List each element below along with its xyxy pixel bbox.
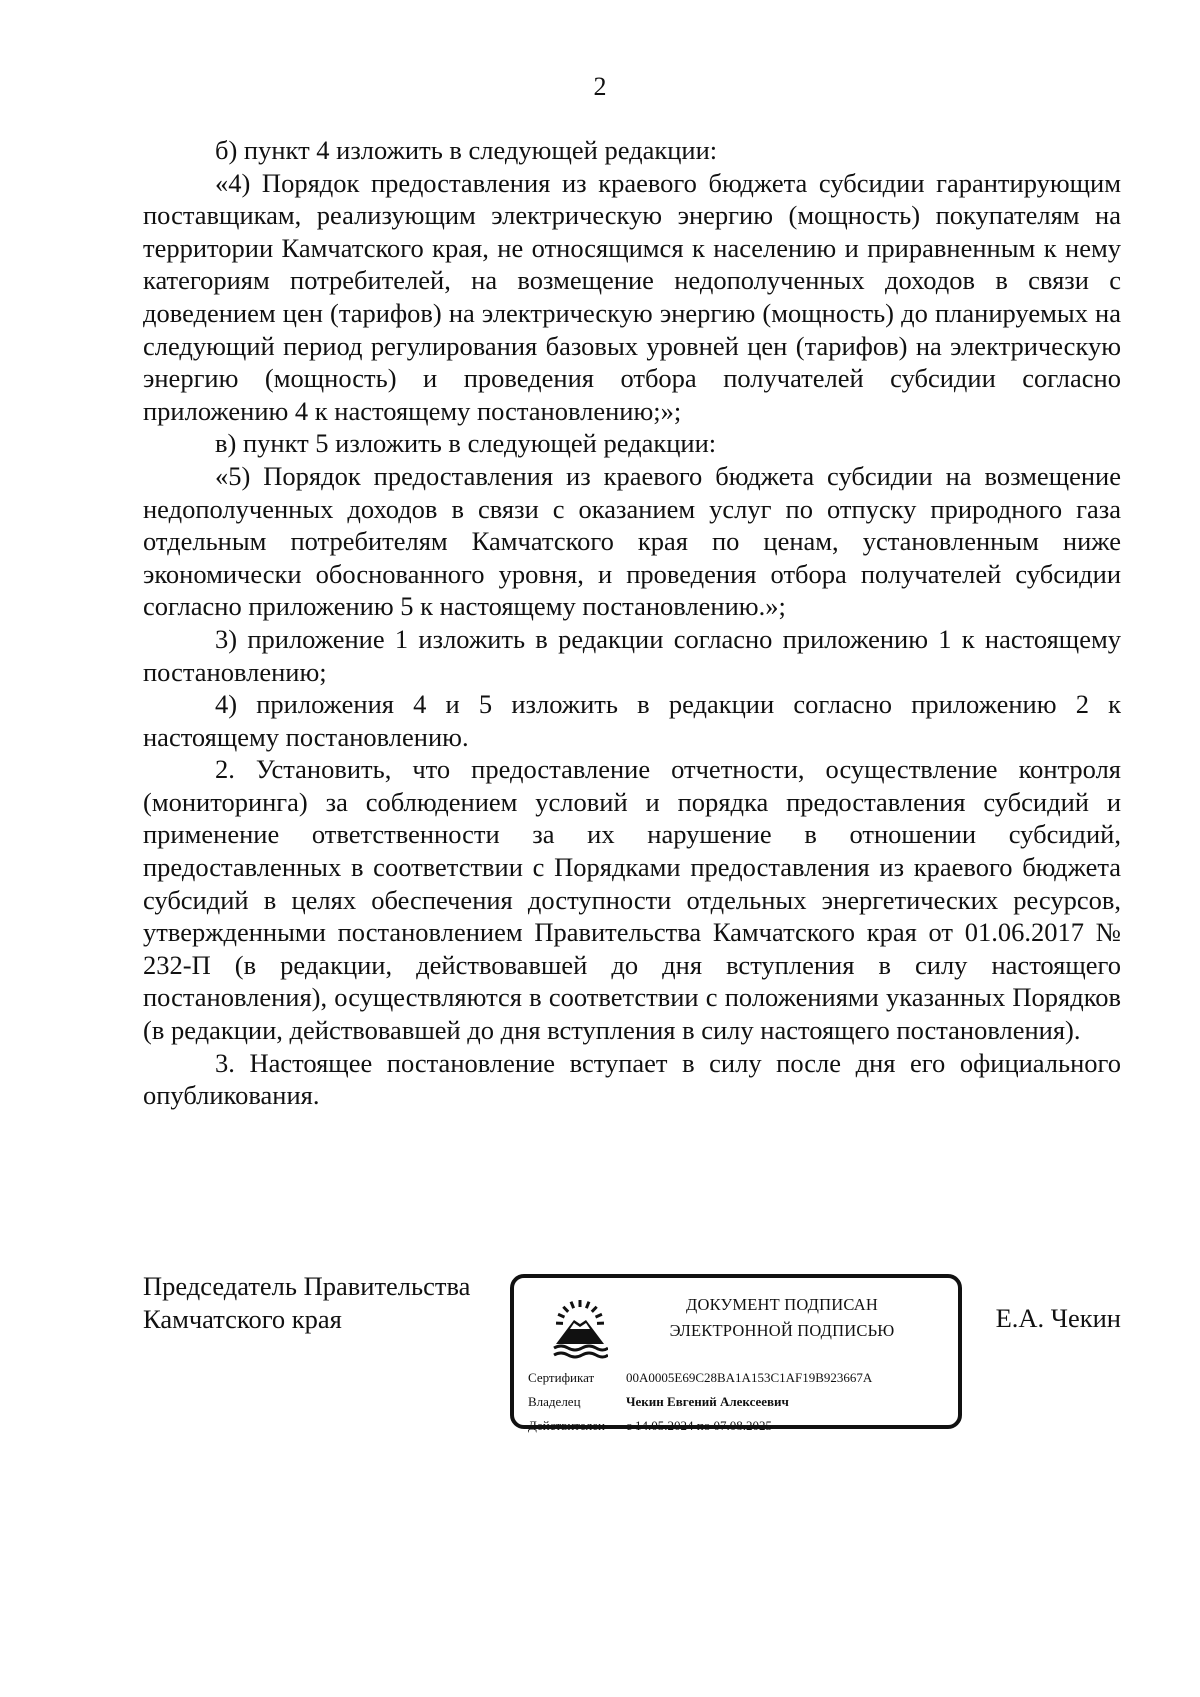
kamchatka-emblem-icon bbox=[552, 1300, 608, 1362]
paragraph: «5) Порядок предоставления из краевого бюджета субсидии на возмещение недополученных доходов в связи с оказанием услуг по отпуску природного газа отдельным потребителям Камчатского края по ценам, установленным ниже экономически обоснованного уровня, и проведения отбора получателей субсидии согласно приложению 5 к настоящему постановлению.»; bbox=[143, 460, 1121, 622]
paragraph: 2. Установить, что предоставление отчетности, осуществление контроля (мониторинга) за соблюдением условий и порядка предоставления субсидий и применение ответственности за их нарушение в отношении субсидий, предоставленных в соответствии с Порядками предоставления из краевого бюджета субсидий в целях обеспечения доступности отдельных энергетических ресурсов, утвержденными постановлением Правительства Камчатского края от 01.06.2017 № 232-П (в редакции, действовавшей до дня вступления в силу настоящего постановления), осуществляются в соответствии с положениями указанных Порядков (в редакции, действовавшей до дня вступления в силу настоящего постановления). bbox=[143, 754, 1121, 1046]
stamp-heading-line: ДОКУМЕНТ ПОДПИСАН bbox=[686, 1295, 878, 1314]
validity-row bbox=[528, 1414, 872, 1438]
paragraph: 4) приложения 4 и 5 изложить в редакции согласно приложению 2 к настоящему постановлению. bbox=[143, 689, 1121, 752]
stamp-heading bbox=[632, 1292, 932, 1344]
paragraph: б) пункт 4 изложить в следующей редакции: bbox=[215, 135, 718, 165]
owner-label: Владелец bbox=[528, 1394, 581, 1409]
signature-block bbox=[143, 1270, 1121, 1445]
certificate-value: 00A0005E69C28BA1A153C1AF19B923667A bbox=[626, 1370, 873, 1385]
signer-title-line: Камчатского края bbox=[143, 1303, 342, 1334]
paragraph: в) пункт 5 изложить в следующей редакции: bbox=[215, 428, 717, 459]
page-number: 2 bbox=[593, 72, 607, 101]
signer-title bbox=[143, 1270, 470, 1335]
signer-title-line: Председатель Правительства bbox=[143, 1271, 471, 1301]
electronic-signature-stamp bbox=[510, 1274, 962, 1433]
validity-label: Действителен bbox=[528, 1418, 605, 1433]
signer-name: Е.А. Чекин bbox=[995, 1303, 1121, 1333]
paragraph: «4) Порядок предоставления из краевого бюджета субсидии гарантирующим поставщикам, реализующим электрическую энергию (мощность) покупателям на территории Камчатского края, не относящимся к населению и приравненным к нему категориям потребителей, на возмещение недополученных доходов в связи с доведением цен (тарифов) на электрическую энергию (мощность) до планируемых на следующий период регулирования базовых уровней цен (тарифов) на электрическую энергию (мощность) и проведения отбора получателей субсидии согласно приложению 4 к настоящему постановлению;»; bbox=[143, 167, 1121, 426]
validity-value: с 14.05.2024 по 07.08.2025 bbox=[626, 1418, 772, 1433]
paragraph: 3) приложение 1 изложить в редакции согласно приложению 1 к настоящему постановлению; bbox=[143, 623, 1121, 687]
stamp-heading-line: ЭЛЕКТРОННОЙ ПОДПИСЬЮ bbox=[669, 1321, 895, 1340]
owner-row bbox=[528, 1390, 872, 1414]
certificate-label: Сертификат bbox=[528, 1370, 595, 1385]
stamp-details bbox=[528, 1366, 872, 1438]
certificate-row bbox=[528, 1366, 872, 1390]
paragraph: 3. Настоящее постановление вступает в силу после дня его официального опубликования. bbox=[143, 1047, 1121, 1111]
owner-value: Чекин Евгений Алексеевич bbox=[626, 1394, 789, 1409]
document-body bbox=[143, 134, 1121, 1112]
